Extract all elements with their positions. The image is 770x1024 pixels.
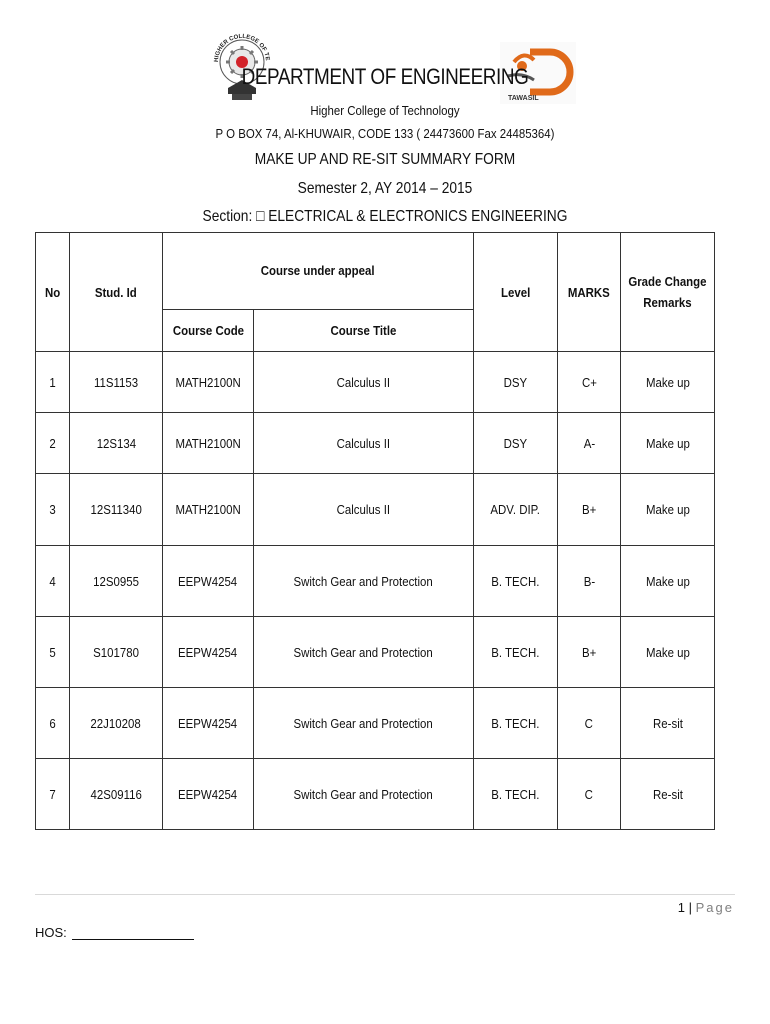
table-row — [36, 546, 715, 617]
cell-remarks: Re-sit — [621, 688, 715, 759]
cell-marks: B- — [558, 546, 621, 617]
hos-label: HOS: — [35, 925, 71, 940]
cell-remarks: Make up — [621, 413, 715, 474]
hos-signature-field — [35, 925, 194, 940]
cell-level: B. TECH. — [474, 688, 558, 759]
logo-caption: TAWASIL — [508, 95, 539, 102]
cell-course-title: Switch Gear and Protection — [254, 617, 474, 688]
section-line: Section: □ ELECTRICAL & ELECTRONICS ENGINEERING — [202, 208, 568, 225]
cell-marks: C — [558, 688, 621, 759]
cell-course-code: MATH2100N — [163, 352, 254, 413]
cell-stud-id: 42S09116 — [70, 759, 163, 830]
cell-remarks: Make up — [621, 617, 715, 688]
cell-level: B. TECH. — [474, 617, 558, 688]
cell-remarks: Re-sit — [621, 759, 715, 830]
cell-course-code: EEPW4254 — [163, 688, 254, 759]
header-grade-change-remarks: Grade Change Remarks — [621, 233, 715, 352]
cell-marks: B+ — [558, 474, 621, 546]
form-title: MAKE UP AND RE-SIT SUMMARY FORM — [254, 151, 516, 168]
college-address: P O BOX 74, Al-KHUWAIR, CODE 133 ( 24473600 Fax 24485364) — [215, 126, 555, 141]
cell-course-title: Calculus II — [254, 474, 474, 546]
header-level: Level — [474, 233, 558, 352]
cell-level: DSY — [474, 413, 558, 474]
cell-course-code: MATH2100N — [163, 413, 254, 474]
cell-course-title: Switch Gear and Protection — [254, 546, 474, 617]
page-label: Page — [695, 900, 734, 915]
cell-stud-id: 12S0955 — [70, 546, 163, 617]
cell-marks: A- — [558, 413, 621, 474]
header-no: No — [36, 233, 70, 352]
cell-no: 1 — [36, 352, 70, 413]
cell-no: 6 — [36, 688, 70, 759]
cell-remarks: Make up — [621, 474, 715, 546]
seal-arc-text: HIGHER COLLEGE OF TE — [213, 33, 271, 63]
cell-remarks: Make up — [621, 352, 715, 413]
table-row — [36, 617, 715, 688]
cell-course-title: Switch Gear and Protection — [254, 688, 474, 759]
cell-course-code: EEPW4254 — [163, 546, 254, 617]
header-course-under-appeal: Course under appeal — [163, 233, 474, 310]
cell-marks: B+ — [558, 617, 621, 688]
cell-no: 7 — [36, 759, 70, 830]
table-row — [36, 688, 715, 759]
cell-course-title: Switch Gear and Protection — [254, 759, 474, 830]
cell-stud-id: S101780 — [70, 617, 163, 688]
cell-stud-id: 12S134 — [70, 413, 163, 474]
cell-stud-id: 22J10208 — [70, 688, 163, 759]
department-title: DEPARTMENT OF ENGINEERING — [241, 64, 529, 89]
cell-course-code: MATH2100N — [163, 474, 254, 546]
header-course-code: Course Code — [163, 310, 254, 352]
semester-line: Semester 2, AY 2014 – 2015 — [297, 180, 473, 197]
cell-marks: C — [558, 759, 621, 830]
table-row — [36, 759, 715, 830]
hos-signature-line — [72, 927, 194, 940]
table-row — [36, 352, 715, 413]
cell-course-code: EEPW4254 — [163, 759, 254, 830]
cell-no: 2 — [36, 413, 70, 474]
appeal-summary-table — [35, 232, 715, 830]
cell-level: DSY — [474, 352, 558, 413]
page-separator: | — [685, 900, 696, 915]
cell-marks: C+ — [558, 352, 621, 413]
header-course-title: Course Title — [254, 310, 474, 352]
cell-course-title: Calculus II — [254, 352, 474, 413]
table-row — [36, 413, 715, 474]
cell-no: 3 — [36, 474, 70, 546]
cell-stud-id: 11S1153 — [70, 352, 163, 413]
page-number-value: 1 — [677, 900, 686, 915]
footer-divider — [35, 894, 735, 895]
cell-no: 4 — [36, 546, 70, 617]
cell-stud-id: 12S11340 — [70, 474, 163, 546]
page-number — [678, 900, 734, 915]
cell-course-code: EEPW4254 — [163, 617, 254, 688]
header-stud-id: Stud. Id — [70, 233, 163, 352]
cell-course-title: Calculus II — [254, 413, 474, 474]
cell-no: 5 — [36, 617, 70, 688]
cell-level: ADV. DIP. — [474, 474, 558, 546]
cell-remarks: Make up — [621, 546, 715, 617]
cell-level: B. TECH. — [474, 546, 558, 617]
header-marks: MARKS — [558, 233, 621, 352]
table-row — [36, 474, 715, 546]
cell-level: B. TECH. — [474, 759, 558, 830]
college-name: Higher College of Technology — [310, 103, 460, 118]
